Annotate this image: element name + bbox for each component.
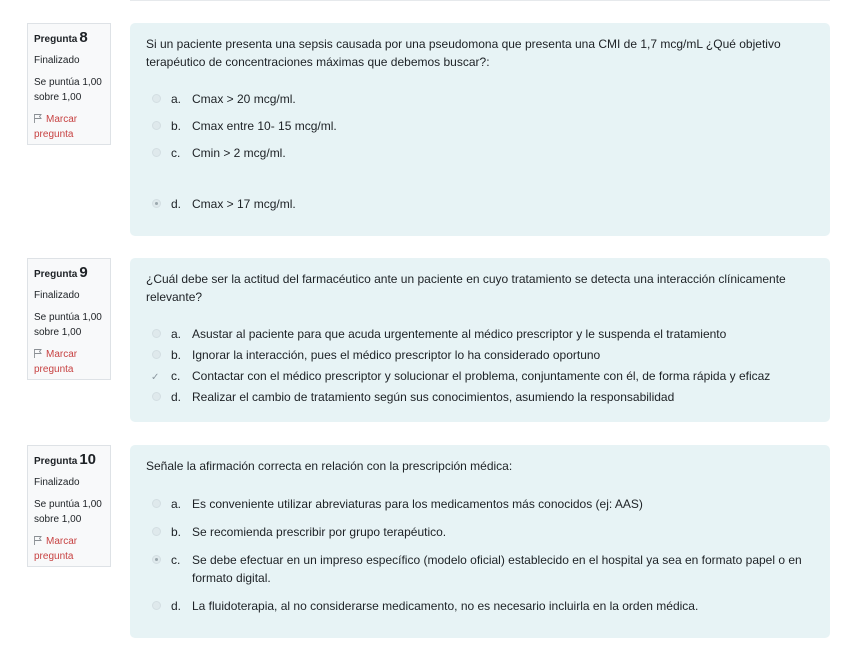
question-content: ¿Cuál debe ser la actitud del farmacéutico ante un paciente en cuyo tratamiento se detecta una interacción clínicamente relevante? a. Asustar al paciente para que acuda urgentemente al médico prescriptor y le suspenda el tratamiento b. Ignorar la interacción, pues el médico prescriptor lo ha considerado oportuno ✓ c. Contactar con el médico prescriptor y solucionar el problema, conjuntamente con él, de forma rápida y eficaz d. Realizar el cambio de tratamiento según sus conocimientos, asumiendo la responsabilidad [130, 258, 830, 422]
radio-button-selected[interactable] [152, 199, 161, 208]
question-number: Pregunta 9 [34, 264, 88, 281]
flag-question-link[interactable]: Marcar pregunta [34, 349, 78, 375]
question-grade: Se puntúa 1,00 sobre 1,00 [34, 499, 102, 525]
question-info [27, 23, 111, 145]
radio-button[interactable] [152, 121, 161, 130]
question-grade: Se puntúa 1,00 sobre 1,00 [34, 312, 102, 338]
radio-button-selected[interactable] [152, 555, 161, 564]
radio-button[interactable] [152, 350, 161, 359]
question-number: Pregunta 8 [34, 29, 88, 46]
radio-button[interactable] [152, 499, 161, 508]
question-info [27, 258, 111, 380]
question-text: Señale la afirmación correcta en relación con la prescripción médica: [146, 459, 513, 473]
flag-icon [34, 349, 42, 358]
question-content: Si un paciente presenta una sepsis causada por una pseudomona que presenta una CMI de 1,7 mcg/mL ¿Qué objetivo terapéutico de concentraciones máximas que debemos buscar?: a. Cmax > 20 mcg/ml. b. Cmax entre 10- 15 mcg/ml. c. Cmin > 2 mcg/ml. d. Cmax > 17 mcg/ml. [130, 23, 830, 236]
radio-button[interactable] [152, 148, 161, 157]
question-grade: Se puntúa 1,00 sobre 1,00 [34, 77, 102, 103]
check-icon[interactable]: ✓ [151, 372, 160, 383]
question-text: Si un paciente presenta una sepsis causada por una pseudomona que presenta una CMI de 1,7 mcg/mL ¿Qué objetivo terapéutico de concentraciones máximas que debemos buscar?: [146, 37, 781, 69]
flag-question-link[interactable]: Marcar pregunta [34, 114, 78, 140]
question-number: Pregunta 10 [34, 451, 97, 468]
radio-button[interactable] [152, 94, 161, 103]
question-state: Finalizado [34, 477, 80, 488]
question-state: Finalizado [34, 55, 80, 66]
question-state: Finalizado [34, 290, 80, 301]
question-text: ¿Cuál debe ser la actitud del farmacéutico ante un paciente en cuyo tratamiento se detecta una interacción clínicamente relevante? [146, 272, 786, 304]
radio-button[interactable] [152, 392, 161, 401]
top-divider [130, 0, 830, 1]
flag-icon [34, 114, 42, 123]
flag-icon [34, 536, 42, 545]
radio-button[interactable] [152, 329, 161, 338]
flag-question-link[interactable]: Marcar pregunta [34, 536, 78, 562]
question-content: Señale la afirmación correcta en relación con la prescripción médica: a. Es conveniente utilizar abreviaturas para los medicamentos más conocidos (ej: AAS) b. Se recomienda prescribir por grupo terapéutico. c. Se debe efectuar en un impreso específico (modelo oficial) establecido en el hospital ya sea en formato papel o en formato digital. d. La fluidoterapia, al no considerarse medicamento, no es necesario incluirla en la orden médica. [130, 445, 830, 638]
radio-button[interactable] [152, 601, 161, 610]
question-info [27, 445, 111, 567]
radio-button[interactable] [152, 527, 161, 536]
